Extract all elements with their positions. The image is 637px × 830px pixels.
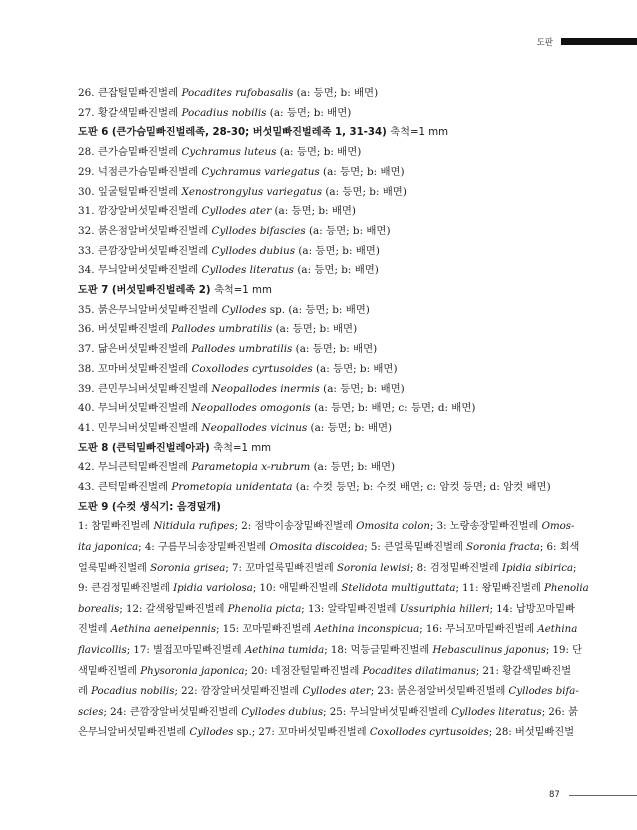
species-entry: [78, 183, 568, 203]
paragraph-text: 진벌레: [78, 624, 111, 636]
paragraph-text: 1: 참밑빠진벌레: [78, 521, 154, 533]
view-description: (a: 등면; b: 배면): [322, 185, 407, 198]
paragraph-line: [78, 559, 577, 580]
scientific-name: Nitidula rufipes: [153, 521, 235, 533]
paragraph-text: ; 28: 버섯밑빠진벌: [488, 727, 575, 739]
view-description: (a: 등면; b: 배면): [312, 362, 398, 375]
header-bar: [561, 38, 637, 45]
species-entry: [78, 104, 568, 124]
scientific-name: Soronia lewisi: [337, 562, 411, 574]
scientific-name: Cyllodes: [189, 727, 234, 739]
page-number: 87: [549, 790, 560, 800]
plate-8-title: 도판 8 (큰턱밑빠진벌레아과): [78, 442, 214, 454]
paragraph-text: ; 6: 회색: [539, 542, 580, 554]
scientific-name: Cyllodes literatus: [451, 706, 542, 718]
paragraph-text: ;: [573, 562, 577, 574]
species-entry: [78, 222, 568, 242]
view-description: (a: 등면; b: 배면): [319, 382, 405, 395]
view-description: (a: 등면; b: 배면): [292, 343, 378, 356]
paragraph-text: ; 4: 구름무늬송장밑빠진벌레: [138, 542, 270, 554]
paragraph-text: ; 22: 깜장알버섯밑빠진벌레: [174, 686, 303, 698]
page-content: [78, 84, 589, 744]
korean-name: 34. 무늬알버섯밑빠진벌레: [78, 264, 202, 277]
scientific-name: Stelidota multiguttata: [341, 583, 456, 595]
korean-name: 29. 넉점큰가슴밑빠진벌레: [78, 165, 202, 178]
paragraph-line: [78, 620, 578, 641]
view-description: (a: 등면; b: 배면): [294, 264, 379, 277]
view-description: (a: 등면; b: 배면): [295, 244, 380, 257]
scientific-name: Physoronia japonica: [140, 665, 245, 677]
paragraph-text: ; 8: 검정밑빠진벌레: [410, 562, 502, 574]
species-entry: [78, 143, 568, 163]
korean-name: 27. 황갈색밑빠진벌레: [78, 106, 182, 119]
footer-rule: [569, 795, 637, 796]
korean-name: 30. 잎굴털밑빠진벌레: [78, 185, 182, 198]
species-entry: [78, 84, 568, 104]
scientific-name: Soronia fracta: [466, 542, 540, 554]
view-description: (a: 등면; b: 배면): [293, 87, 379, 99]
scientific-name: Cyllodes bifascies: [211, 224, 306, 237]
scientific-name: Xenostrongylus variegatus: [181, 185, 323, 198]
species-entry: [78, 478, 568, 498]
view-description: (a: 등면; b: 배면): [305, 224, 391, 237]
species-list-continued: [78, 84, 568, 123]
paragraph-text: ; 13: 알락밑빠진벌레: [301, 603, 400, 615]
scientific-name: Aethina: [537, 624, 578, 636]
view-description: (a: 등면; b: 배면): [310, 461, 396, 474]
species-entry: [78, 419, 568, 439]
plate-7-heading: [78, 281, 568, 301]
plate-7-title: 도판 7 (버섯밑빠진벌레족 2): [78, 285, 215, 297]
paragraph-line: [78, 600, 575, 621]
korean-name: 41. 민무늬버섯밑빠진벌레: [78, 421, 202, 434]
korean-name: 32. 붉은점알버섯밑빠진벌레: [78, 224, 212, 237]
scientific-name: Pocadius nobilis: [181, 106, 267, 119]
paragraph-text: ; 14: 납방꼬마밑빠: [489, 603, 575, 615]
scientific-name: Ipidia variolosa: [173, 583, 253, 595]
paragraph-text: ; 3: 노랑송장밑빠진벌레: [429, 521, 542, 533]
scientific-name: Omosita colon: [356, 521, 430, 533]
scientific-name: Cyllodes ater: [201, 205, 272, 218]
scientific-name: Aethina inconspicua: [314, 624, 420, 636]
plate-7-list: [78, 301, 568, 439]
scientific-name: Ussuriphia hilleri: [399, 603, 490, 615]
species-entry: [78, 301, 568, 321]
species-entry: [78, 242, 568, 262]
paragraph-line: [78, 662, 572, 683]
species-entry: [78, 399, 568, 419]
view-description: (a: 등면; b: 배면): [272, 323, 358, 336]
korean-name: 39. 큰민무늬버섯밑빠진벌레: [78, 382, 212, 395]
paragraph-line: [78, 579, 589, 600]
paragraph-text: 9: 큰검정밑빠진벌레: [78, 583, 174, 595]
paragraph-text: 얼룩밑빠진벌레: [78, 562, 151, 574]
scientific-name: Aethina tumida: [244, 645, 325, 657]
species-entry: [78, 261, 568, 281]
paragraph-line: [78, 538, 580, 559]
view-description: (a: 등면; b: 배면): [266, 106, 352, 119]
korean-name: 33. 큰깜장알버섯밑빠진벌레: [78, 244, 212, 257]
scientific-name: Cyllodes bifa-: [508, 686, 579, 698]
plate-8-scale: 축척=1 mm: [213, 442, 272, 454]
scientific-name: Hebasculinus japonus: [432, 645, 546, 657]
scientific-name: Cyllodes ater: [302, 686, 371, 698]
plate-6-title: 도판 6 (큰가슴밑빠진벌레족, 28-30; 버섯밑빠진벌레족 1, 31-34): [78, 127, 391, 139]
paragraph-text: ; 2: 점박이송장밑빠진벌레: [234, 521, 357, 533]
paragraph-text: ; 24: 큰깜장알버섯밑빠진벌레: [103, 706, 242, 718]
species-entry: [78, 163, 568, 183]
scientific-name: Phenolia: [544, 583, 589, 595]
species-entry: [78, 202, 568, 222]
view-description: (a: 수컷 등면; b: 수컷 배면; c: 암컷 등면; d: 암컷 배면): [292, 481, 551, 494]
view-description: (a: 등면; b: 배면): [276, 146, 362, 159]
scientific-name: Neopallodes omogonis: [191, 402, 311, 415]
paragraph-text: ; 21: 황갈색밑빠진벌: [475, 665, 572, 677]
scientific-name: Ipidia sibirica: [501, 562, 574, 574]
scientific-name: Pocadites rufobasalis: [181, 87, 294, 99]
paragraph-text: 은무늬알버섯밑빠진벌레: [78, 727, 190, 739]
paragraph-text: ; 17: 별접꼬마밑빠진벌레: [126, 645, 245, 657]
scientific-name: Cychramus luteus: [181, 146, 277, 159]
plate-8-list: [78, 458, 568, 497]
scientific-name: Neopallodes vicinus: [201, 421, 308, 434]
scientific-name: Pallodes umbratilis: [191, 343, 293, 356]
paragraph-text: ; 15: 꼬마밑빠진벌레: [216, 624, 315, 636]
scientific-name: Omos-: [541, 521, 575, 533]
species-entry: [78, 380, 568, 400]
paragraph-line: [78, 723, 575, 744]
paragraph-text: ; 26: 붉: [541, 706, 578, 718]
section-label: 도판: [536, 38, 553, 48]
scientific-name: borealis: [78, 603, 120, 615]
korean-name: 28. 큰가슴밑빠진벌레: [78, 146, 182, 159]
korean-name: 26. 큰잡털밑빠진벌레: [78, 87, 182, 99]
scientific-name: Cyllodes literatus: [201, 264, 295, 277]
scientific-name: Pocadius nobilis: [91, 686, 175, 698]
plate-6-scale: 축척=1 mm: [390, 127, 449, 139]
paragraph-line: [78, 682, 579, 703]
scientific-name: Aethina aeneipennis: [110, 624, 217, 636]
paragraph-line: [78, 517, 575, 538]
scientific-name: Prometopia unidentata: [171, 481, 293, 494]
view-description: (a: 등면; b: 배면): [271, 205, 356, 218]
plate-8-heading: [78, 439, 568, 459]
plate-6-list: [78, 143, 568, 281]
plate-7-scale: 축척=1 mm: [214, 285, 272, 297]
paragraph-line: [78, 703, 578, 724]
paragraph-line: [78, 641, 582, 662]
species-entry: [78, 320, 568, 340]
korean-name: 42. 무늬큰턱밑빠진벌레: [78, 461, 192, 474]
paragraph-text: ; 7: 꼬마얼룩밑빠진벌레: [225, 562, 338, 574]
scientific-name: Cyllodes dubius: [241, 706, 324, 718]
view-description: sp. (a: 등면; b: 배면): [266, 303, 370, 316]
paragraph-text: ; 19: 단: [545, 645, 582, 657]
plate-9-paragraph: [78, 517, 589, 744]
korean-name: 36. 버섯밑빠진벌레: [78, 323, 172, 336]
paragraph-text: ; 5: 큰얼룩밑빠진벌레: [364, 542, 467, 554]
korean-name: 35. 붉은무늬알버섯밑빠진벌레: [78, 303, 222, 316]
scientific-name: Phenolia picta: [227, 603, 302, 615]
paragraph-text: ; 23: 붉은점알버섯밑빠진벌레: [370, 686, 509, 698]
scientific-name: Omosita discoidea: [269, 542, 365, 554]
species-entry: [78, 340, 568, 360]
paragraph-text: 레: [78, 686, 92, 698]
paragraph-text: ; 20: 네점잔털밑빠진벌레: [244, 665, 363, 677]
korean-name: 31. 깜장알버섯밑빠진벌레: [78, 205, 202, 218]
paragraph-text: ; 25: 무늬알버섯밑빠진벌레: [323, 706, 452, 718]
plate-9-title: 도판 9 (수컷 생식기: 음경덮개): [78, 501, 221, 513]
scientific-name: ita japonica: [78, 542, 139, 554]
korean-name: 38. 꼬마버섯밑빠진벌레: [78, 362, 192, 375]
scientific-name: Coxollodes cyrtusoides: [369, 727, 489, 739]
scientific-name: Pallodes umbratilis: [171, 323, 273, 336]
plate-6-heading: [78, 123, 568, 143]
view-description: (a: 등면; b: 배면): [319, 165, 405, 178]
paragraph-text: ; 16: 무늬꼬마밑빠진벌레: [419, 624, 538, 636]
scientific-name: Cychramus variegatus: [201, 165, 320, 178]
scientific-name: Soronia grisea: [150, 562, 226, 574]
korean-name: 43. 큰턱밑빠진벌레: [78, 481, 172, 494]
paragraph-text: ; 11: 왕밑빠진벌레: [455, 583, 545, 595]
scientific-name: Neopallodes inermis: [211, 382, 320, 395]
scientific-name: Pocadites dilatimanus: [362, 665, 476, 677]
view-description: (a: 등면; b: 배면; c: 등면; d: 배면): [310, 402, 476, 415]
paragraph-text: 색밑빠진벌레: [78, 665, 141, 677]
paragraph-text: ; 10: 애밑빠진벌레: [252, 583, 342, 595]
korean-name: 40. 무늬버섯밑빠진벌레: [78, 402, 192, 415]
plate-9-heading: [78, 498, 568, 518]
scientific-name: scies: [78, 706, 104, 718]
paragraph-text: ; 12: 갈색왕밑빠진벌레: [119, 603, 228, 615]
paragraph-text: ; 18: 먹등글밑빠진벌레: [324, 645, 433, 657]
scientific-name: Coxollodes cyrtusoides: [191, 362, 313, 375]
scientific-name: Cyllodes dubius: [211, 244, 296, 257]
paragraph-text: sp.; 27: 꼬마버섯밑빠진벌레: [233, 727, 370, 739]
species-entry: [78, 360, 568, 380]
korean-name: 37. 닮은버섯밑빠진벌레: [78, 343, 192, 356]
scientific-name: flavicollis: [78, 645, 127, 657]
species-entry: [78, 458, 568, 478]
scientific-name: Parametopia x-rubrum: [191, 461, 311, 474]
scientific-name: Cyllodes: [221, 303, 267, 316]
view-description: (a: 등면; b: 배면): [307, 421, 393, 434]
